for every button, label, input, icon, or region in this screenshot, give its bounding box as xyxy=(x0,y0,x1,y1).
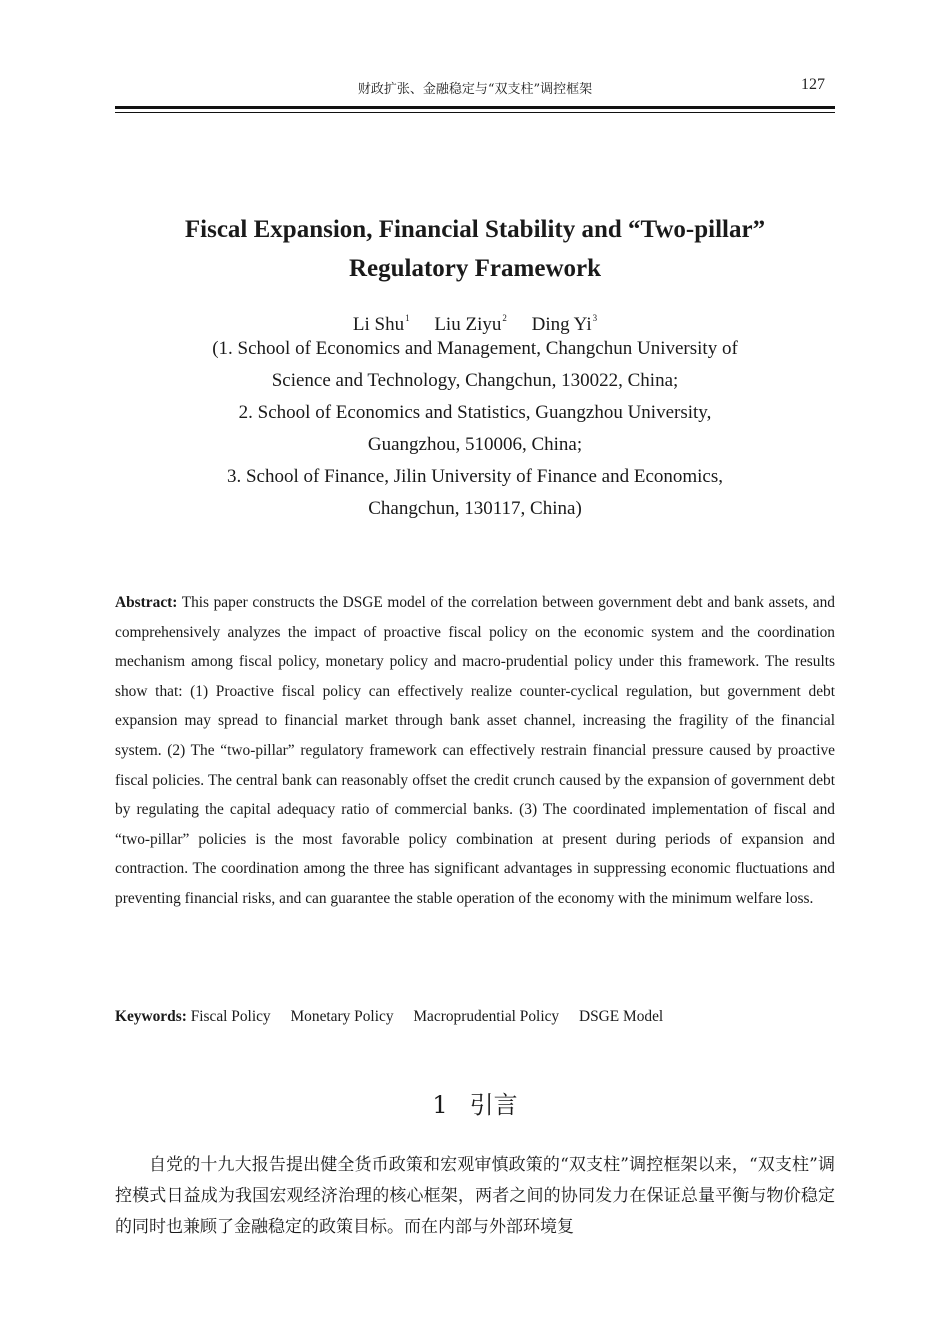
author-affiliation-mark: 2 xyxy=(502,313,507,323)
author-name: Liu Ziyu xyxy=(434,314,502,335)
paper-title-line-2: Regulatory Framework xyxy=(348,255,601,282)
header-rule-thin xyxy=(115,112,835,113)
abstract-label: Abstract: xyxy=(115,594,178,611)
keyword: DSGE Model xyxy=(578,1008,664,1025)
keyword: Monetary Policy xyxy=(290,1008,394,1025)
affiliation-line: Changchun, 130117, China) xyxy=(368,498,582,519)
affiliations xyxy=(115,333,835,525)
section-number: 1 xyxy=(432,1091,448,1119)
abstract-text: This paper constructs the DSGE model of the correlation between government debt and bank assets, and comprehensively analyzes the impact of proactive fiscal policy on the economic system and the coordination mechanism among fiscal policy, monetary policy and macro-prudential policy under this framework. The results show that: (1) Proactive fiscal policy can effectively realize counter-cyclical regulation, but government debt expansion may spread to financial market through bank asset channel, increasing the fragility of the financial system. (2) The “two-pillar” regulatory framework can effectively restrain financial pressure caused by proactive fiscal policies. The central bank can reasonably offset the credit crunch caused by the expansion of government debt by regulating the capital adequacy ratio of commercial banks. (3) The coordinated implementation of fiscal and “two-pillar” policies is the most favorable policy combination at present during periods of expansion and contraction. The coordination among the three has significant advantages in suppressing economic fluctuations and preventing financial risks, and can guarantee the stable operation of the economy with the minimum welfare loss. xyxy=(115,594,835,907)
running-header xyxy=(115,76,835,100)
keywords-label: Keywords: xyxy=(115,1008,187,1025)
body-paragraph: 自党的十九大报告提出健全货币政策和宏观审慎政策的“双支柱”调控框架以来，“双支柱”调控模式日益成为我国宏观经济治理的核心框架，两者之间的协同发力在保证总量平衡与物价稳定的同时也兼顾了金融稳定的政策目标。而在内部与外部环境复 xyxy=(115,1155,835,1237)
section-title: 引言 xyxy=(469,1091,518,1119)
paper-title xyxy=(115,210,835,288)
running-title: 财政扩张、金融稳定与“双支柱”调控框架 xyxy=(357,82,593,97)
affiliation-line: Science and Technology, Changchun, 130022, China; xyxy=(271,370,679,391)
affiliation-line: 3. School of Finance, Jilin University of Finance and Economics, xyxy=(226,466,724,487)
keywords xyxy=(115,1002,835,1031)
section-heading xyxy=(115,1088,835,1122)
keyword: Macroprudential Policy xyxy=(413,1008,560,1025)
affiliation-line: (1. School of Economics and Management, Changchun University of xyxy=(212,338,738,359)
author-name: Ding Yi xyxy=(531,314,592,335)
affiliation-line: 2. School of Economics and Statistics, Guangzhou University, xyxy=(238,402,712,423)
author-affiliation-mark: 3 xyxy=(592,313,598,323)
paper-title-line-1: Fiscal Expansion, Financial Stability and “Two-pillar” xyxy=(184,216,766,243)
affiliation-line: Guangzhou, 510006, China; xyxy=(367,434,583,455)
header-rule-thick xyxy=(115,106,835,109)
author-affiliation-mark: 1 xyxy=(405,313,410,323)
abstract xyxy=(115,588,835,914)
page-number: 127 xyxy=(801,76,825,93)
keyword: Fiscal Policy xyxy=(190,1008,271,1025)
author-name: Li Shu xyxy=(352,314,405,335)
